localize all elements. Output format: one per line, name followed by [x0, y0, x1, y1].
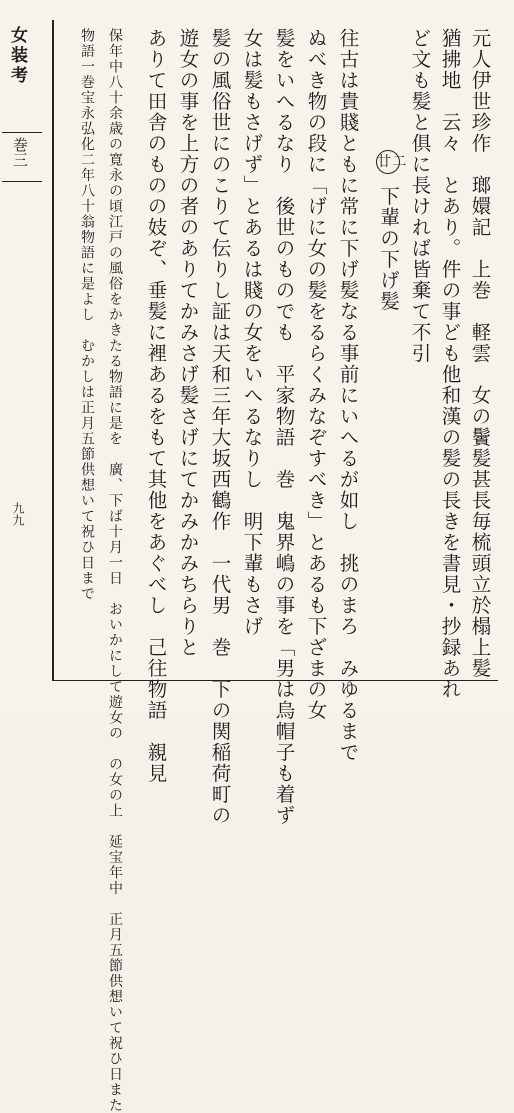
- volume-label: 巻三: [11, 137, 29, 167]
- text-column: 髪をいへるなり 後世のものでも 平家物語 巻 鬼界嶋の事を「男は烏帽子も着ず: [272, 28, 296, 826]
- text-column: ぬべき物の段に「げに女の髪をるらくみなぞすべき」とあるも下ざまの女: [304, 28, 328, 721]
- volume-box: [2, 132, 42, 182]
- section-heading: [376, 150, 408, 312]
- text-column: ど文も髪と俱に長ければ皆棄て不引: [408, 28, 432, 364]
- text-column: 元人伊世珍作 瑯嬛記 上巻 軽雲 女の鬢髪甚長毎梳頭立於榻上髪: [468, 28, 492, 679]
- text-column: 保年中八十余歳の寛永の頃江戸の風俗をかきたる物語に是を 廣、下ば十月一日 おいかにして遊女の の女の上 延宝年中 正月五節供想いて祝ひ日また: [107, 28, 123, 1113]
- text-column: ありて田舎のものの妓ぞ、垂髪に裡あるをもて其他をあぐべし 己往物語 親見: [144, 28, 168, 784]
- text-column: 猶拂地 云々 とあり。件の事ども他和漢の髪の長きを書見・抄録あれ: [438, 28, 462, 700]
- page-number: 九九: [11, 502, 25, 526]
- text-column: 物語一巻宝永弘化二年八十翁物語に是よし むかしは正月五節供想いて祝ひ日まで: [79, 28, 95, 602]
- text-column: 女は髪もさげず」とあるは賤の女をいへるなりし 明下輩もさげ: [240, 28, 264, 637]
- text-column: 往古は貴賤ともに常に下げ髪なる事前にいへるが如し 挑のまろ みゆるまで: [336, 28, 360, 763]
- text-column: 髪の風俗世にのこりて伝りし証は天和三年大坂西鶴作 一代男 巻 下の関稲荷町の: [208, 28, 232, 826]
- heading-number: 廿二: [376, 150, 400, 174]
- text-column: 遊女の事を上方の者のありてかみさげ髪さげにてかみかみちらりと: [176, 28, 200, 658]
- section-title: 下輩の下げ髪: [377, 185, 400, 312]
- running-title: 女装考: [7, 26, 27, 86]
